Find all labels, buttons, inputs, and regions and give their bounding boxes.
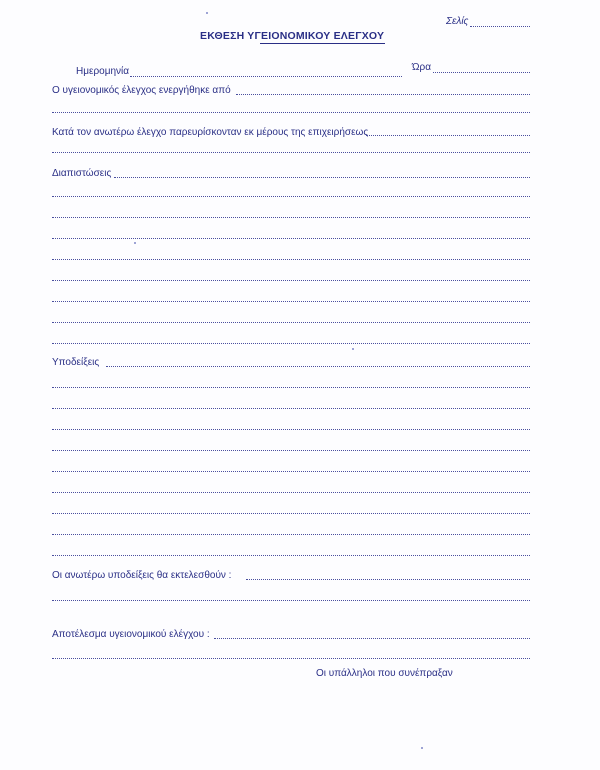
findings-line[interactable] (52, 238, 530, 239)
instructions-line[interactable] (52, 555, 530, 556)
scan-speck (352, 348, 354, 350)
present-field[interactable] (366, 135, 530, 136)
scan-speck (421, 747, 423, 749)
findings-line[interactable] (52, 259, 530, 260)
result-field-line[interactable] (52, 658, 530, 659)
form-title: ΕΚΘΕΣΗ ΥΓΕΙΟΝΟΜΙΚΟΥ ΕΛΕΓΧΟΥ (200, 30, 385, 42)
scan-speck (134, 242, 136, 244)
deadline-label: Οι ανωτέρω υποδείξεις θα εκτελεσθούν : (52, 570, 232, 581)
inspection-by-label: Ο υγειονομικός έλεγχος ενεργήθηκε από (52, 85, 231, 96)
present-field-line[interactable] (52, 152, 530, 153)
scan-speck (206, 12, 208, 14)
findings-field[interactable] (114, 177, 530, 178)
instructions-line[interactable] (52, 534, 530, 535)
instructions-line[interactable] (52, 450, 530, 451)
instructions-line[interactable] (52, 471, 530, 472)
instructions-field[interactable] (106, 366, 530, 367)
deadline-field[interactable] (246, 579, 530, 580)
instructions-line[interactable] (52, 429, 530, 430)
time-field[interactable] (433, 72, 530, 73)
findings-line[interactable] (52, 196, 530, 197)
findings-line[interactable] (52, 301, 530, 302)
result-field[interactable] (214, 638, 530, 639)
time-label: Ώρα (412, 62, 431, 73)
title-underline (260, 43, 385, 44)
findings-line[interactable] (52, 322, 530, 323)
page-number-field[interactable] (470, 26, 530, 27)
date-label: Ημερομηνία (76, 66, 130, 77)
result-label: Αποτέλεσμα υγειονομικού ελέγχου : (52, 629, 210, 640)
instructions-line[interactable] (52, 408, 530, 409)
deadline-field-line[interactable] (52, 600, 530, 601)
instructions-line[interactable] (52, 387, 530, 388)
date-field[interactable] (130, 76, 402, 77)
present-label: Κατά τον ανωτέρω έλεγχο παρευρίσκονταν εκ μέρους της επιχειρήσεως (52, 127, 369, 138)
inspection-by-field[interactable] (236, 94, 530, 95)
findings-label: Διαπιστώσεις (52, 168, 112, 179)
findings-line[interactable] (52, 280, 530, 281)
instructions-label: Υποδείξεις (52, 357, 100, 368)
findings-line[interactable] (52, 343, 530, 344)
findings-line[interactable] (52, 217, 530, 218)
inspection-by-field-line[interactable] (52, 112, 530, 113)
instructions-line[interactable] (52, 513, 530, 514)
signatures-label: Οι υπάλληλοι που συνέπραξαν (316, 668, 453, 679)
instructions-line[interactable] (52, 492, 530, 493)
page-number-label: Σελίς (446, 16, 469, 27)
